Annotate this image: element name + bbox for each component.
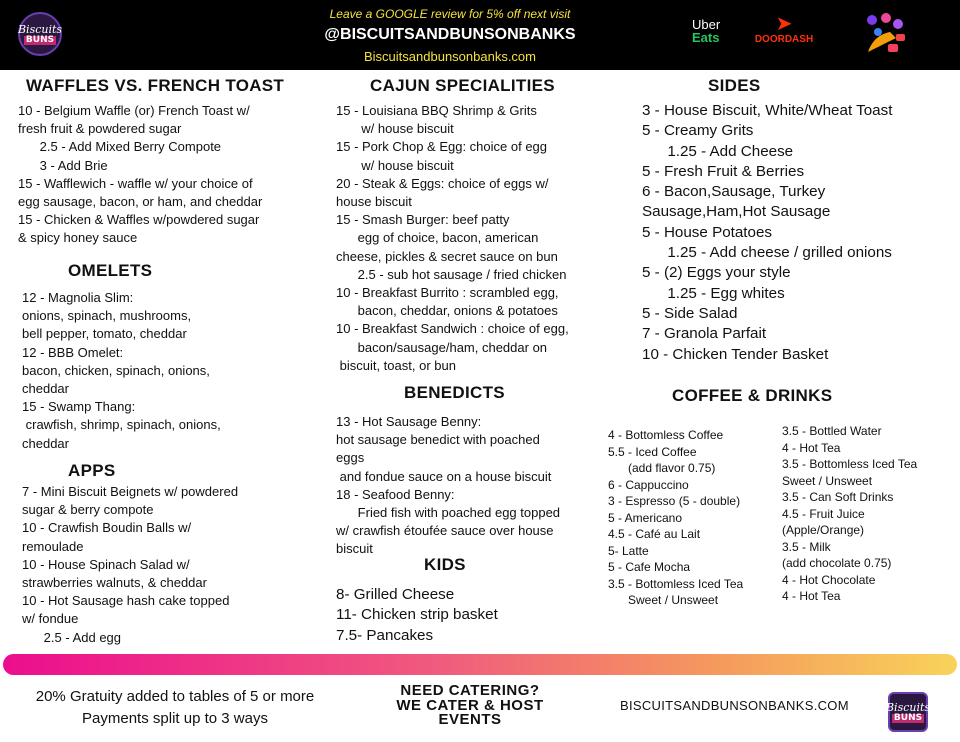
menu-item: 3.5 - Bottomless Iced Tea bbox=[782, 457, 918, 471]
menu-item: 10 - Belgium Waffle (or) French Toast w/ bbox=[18, 103, 250, 118]
website-link[interactable]: Biscuitsandbunsonbanks.com bbox=[364, 49, 536, 64]
menu-item: 10 - Hot Sausage hash cake topped bbox=[22, 593, 230, 609]
menu-item: onions, spinach, mushrooms, bbox=[22, 308, 192, 324]
menu-item: (add flavor 0.75) bbox=[608, 461, 716, 475]
gradient-divider bbox=[3, 654, 957, 675]
menu-item: 5 - Cafe Mocha bbox=[608, 560, 691, 574]
menu-item: cheese, pickles & secret sauce on bun bbox=[336, 248, 558, 264]
doordash-icon: ➤ bbox=[775, 13, 793, 35]
menu-item: bell pepper, tomato, cheddar bbox=[22, 326, 187, 342]
menu-item: 18 - Seafood Benny: bbox=[336, 486, 455, 502]
menu-item: 2.5 - Add egg bbox=[22, 629, 122, 645]
uber-eats-line1: Uber bbox=[692, 17, 721, 32]
sides-section bbox=[642, 76, 952, 365]
menu-item: bacon/sausage/ham, cheddar on bbox=[336, 339, 548, 355]
apps-list bbox=[22, 483, 322, 647]
drinks-right-items bbox=[782, 423, 958, 605]
menu-item: 5 - Americano bbox=[608, 510, 683, 525]
menu-item: 11- Chicken strip basket bbox=[336, 606, 498, 624]
menu-item: 3 - Add Brie bbox=[18, 157, 108, 173]
brand-logo bbox=[18, 12, 62, 56]
menu-item: 3 - House Biscuit, White/Wheat Toast bbox=[642, 102, 893, 119]
drinks-list-right bbox=[782, 423, 958, 605]
menu-item: 5 - (2) Eggs your style bbox=[642, 264, 791, 282]
menu-item: & spicy honey sauce bbox=[18, 230, 138, 246]
menu-item: 15 - Chicken & Waffles w/powdered sugar bbox=[18, 212, 260, 228]
menu-item: 15 - Wafflewich - waffle w/ your choice of bbox=[18, 175, 253, 191]
menu-item: and fondue sauce on a house biscuit bbox=[336, 468, 552, 484]
menu-item: crawfish, shrimp, spinach, onions, bbox=[22, 417, 221, 433]
menu-item: Fried fish with poached egg topped bbox=[336, 505, 561, 521]
drinks-left-items bbox=[608, 427, 780, 609]
menu-item: w/ crawfish étoufée sauce over house bbox=[336, 523, 554, 539]
menu-item: 4.5 - Fruit Juice bbox=[782, 506, 865, 521]
menu-item: 3.5 - Milk bbox=[782, 539, 831, 554]
menu-item: 10 - House Spinach Salad w/ bbox=[22, 556, 190, 572]
footer-logo bbox=[885, 692, 931, 732]
menu-item: remoulade bbox=[22, 538, 84, 554]
menu-item: sugar & berry compote bbox=[22, 502, 154, 518]
waffles-list bbox=[18, 102, 318, 248]
menu-item: 5 - Fresh Fruit & Berries bbox=[642, 162, 805, 180]
menu-item: egg sausage, bacon, or ham, and cheddar bbox=[18, 194, 263, 210]
cajun-title: CAJUN SPECIALITIES bbox=[370, 76, 555, 95]
logo-line1: Biscuits bbox=[17, 22, 63, 36]
menu-item: eggs bbox=[336, 450, 365, 466]
menu-item: Sweet / Unsweet bbox=[782, 473, 873, 488]
kids-section bbox=[336, 555, 606, 646]
sides-title: SIDES bbox=[708, 76, 761, 95]
menu-item: 7.5- Pancakes bbox=[336, 626, 434, 644]
drinks-list-left bbox=[608, 427, 780, 609]
footer-website-link[interactable]: BISCUITSANDBUNSONBANKS.COM bbox=[620, 698, 849, 713]
menu-item: 5 - Creamy Grits bbox=[642, 122, 754, 140]
menu-item: biscuit, toast, or bun bbox=[336, 357, 456, 373]
social-media-icon bbox=[862, 12, 908, 58]
apps-section bbox=[22, 461, 322, 647]
menu-item: Sweet / Unsweet bbox=[608, 593, 719, 607]
menu-item: fresh fruit & powdered sugar bbox=[18, 121, 182, 137]
menu-item: 4 - Hot Tea bbox=[782, 440, 841, 455]
menu-item: 15 - Swamp Thang: bbox=[22, 399, 136, 415]
menu-item: 2.5 - sub hot sausage / fried chicken bbox=[336, 266, 567, 282]
benedicts-list bbox=[336, 413, 606, 559]
omelets-title: OMELETS bbox=[68, 261, 153, 280]
drinks-section bbox=[608, 386, 958, 406]
menu-item: 4.5 - Café au Lait bbox=[608, 527, 701, 541]
gratuity-text: 20% Gratuity added to tables of 5 or more bbox=[35, 688, 315, 705]
benedicts-title: BENEDICTS bbox=[404, 383, 505, 402]
cater-line1: NEED CATERING? bbox=[400, 682, 540, 699]
uber-eats-line2: Eats bbox=[692, 30, 720, 45]
menu-item: bacon, chicken, spinach, onions, bbox=[22, 362, 210, 378]
apps-title: APPS bbox=[68, 461, 116, 480]
menu-item: strawberries walnuts, & cheddar bbox=[22, 575, 207, 591]
menu-item: 3.5 - Can Soft Drinks bbox=[782, 490, 894, 504]
menu-item: 4 - Hot Chocolate bbox=[782, 572, 876, 587]
cajun-section bbox=[336, 76, 606, 375]
payments-text: Payments split up to 3 ways bbox=[82, 710, 268, 727]
menu-item: 10 - Crawfish Boudin Balls w/ bbox=[22, 520, 192, 536]
benedicts-section bbox=[336, 383, 606, 559]
header-bar bbox=[0, 0, 960, 70]
menu-item: 10 - Breakfast Burrito : scrambled egg, bbox=[336, 285, 559, 301]
gratuity-note bbox=[0, 686, 350, 730]
omelets-section bbox=[22, 261, 322, 453]
menu-item: 1.25 - Add Cheese bbox=[642, 142, 794, 160]
menu-item: (add chocolate 0.75) bbox=[782, 556, 892, 570]
menu-item: 6 - Bacon,Sausage, Turkey bbox=[642, 183, 826, 201]
waffles-title: WAFFLES VS. FRENCH TOAST bbox=[26, 76, 285, 95]
menu-item: 13 - Hot Sausage Benny: bbox=[336, 414, 482, 429]
waffles-section bbox=[18, 76, 318, 248]
doordash-label: DOORDASH bbox=[754, 34, 814, 45]
menu-item: 2.5 - Add Mixed Berry Compote bbox=[18, 139, 222, 155]
menu-item: bacon, cheddar, onions & potatoes bbox=[336, 303, 558, 319]
menu-item: 4 - Bottomless Coffee bbox=[608, 428, 724, 442]
menu-item: 15 - Pork Chop & Egg: choice of egg bbox=[336, 139, 548, 155]
omelets-list bbox=[22, 289, 322, 453]
promo-text: Leave a GOOGLE review for 5% off next visit bbox=[329, 7, 571, 21]
menu-item: w/ fondue bbox=[22, 611, 79, 627]
cajun-list bbox=[336, 102, 606, 375]
menu-item: biscuit bbox=[336, 541, 373, 557]
menu-item: 4 - Hot Tea bbox=[782, 589, 841, 603]
menu-item: 6 - Cappuccino bbox=[608, 477, 689, 492]
menu-item: 20 - Steak & Eggs: choice of eggs w/ bbox=[336, 175, 549, 191]
menu-item: 15 - Smash Burger: beef patty bbox=[336, 212, 510, 228]
menu-item: 10 - Chicken Tender Basket bbox=[642, 345, 829, 363]
menu-item: (Apple/Orange) bbox=[782, 523, 865, 537]
menu-item: Sausage,Ham,Hot Sausage bbox=[642, 203, 831, 221]
footer-logo-line2: BUNS bbox=[893, 712, 923, 723]
kids-list bbox=[336, 585, 606, 646]
menu-item: w/ house biscuit bbox=[336, 121, 454, 137]
menu-item: 15 - Louisiana BBQ Shrimp & Grits bbox=[336, 103, 537, 118]
menu-item: w/ house biscuit bbox=[336, 157, 454, 173]
menu-item: 5.5 - Iced Coffee bbox=[608, 444, 697, 459]
menu-item: 7 - Mini Biscuit Beignets w/ powdered bbox=[22, 484, 239, 499]
menu-item: cheddar bbox=[22, 435, 69, 451]
menu-item: hot sausage benedict with poached bbox=[336, 432, 540, 448]
doordash-logo[interactable] bbox=[748, 14, 820, 45]
logo-line2: BUNS bbox=[25, 34, 55, 45]
sides-list bbox=[642, 101, 952, 365]
menu-item: 5 - Side Salad bbox=[642, 304, 738, 322]
menu-item: 8- Grilled Cheese bbox=[336, 586, 455, 603]
menu-item: 3.5 - Bottled Water bbox=[782, 424, 882, 438]
social-handle: @BISCUITSANDBUNSONBANKS bbox=[324, 26, 576, 43]
menu-item: 10 - Breakfast Sandwich : choice of egg, bbox=[336, 321, 569, 337]
kids-title: KIDS bbox=[424, 555, 466, 574]
footer-logo-line1: Biscuits bbox=[885, 700, 931, 714]
uber-eats-logo[interactable] bbox=[692, 18, 720, 44]
drinks-title: COFFEE & DRINKS bbox=[672, 386, 833, 405]
cater-line3: EVENTS bbox=[438, 711, 502, 728]
menu-item: 5- Latte bbox=[608, 543, 649, 558]
catering-callout bbox=[370, 684, 570, 728]
menu-item: 3.5 - Bottomless Iced Tea bbox=[608, 576, 744, 591]
menu-item: house biscuit bbox=[336, 194, 412, 210]
menu-item: 12 - Magnolia Slim: bbox=[22, 290, 134, 305]
menu-item: 12 - BBB Omelet: bbox=[22, 344, 124, 360]
menu-item: 3 - Espresso (5 - double) bbox=[608, 494, 741, 508]
menu-item: 7 - Granola Parfait bbox=[642, 325, 767, 343]
menu-item: 5 - House Potatoes bbox=[642, 223, 773, 241]
cater-line2: WE CATER & HOST bbox=[396, 696, 544, 714]
menu-item: cheddar bbox=[22, 381, 69, 397]
menu-item: 1.25 - Add cheese / grilled onions bbox=[642, 244, 892, 262]
menu-item: egg of choice, bacon, american bbox=[336, 230, 539, 246]
menu-item: 1.25 - Egg whites bbox=[642, 284, 785, 302]
